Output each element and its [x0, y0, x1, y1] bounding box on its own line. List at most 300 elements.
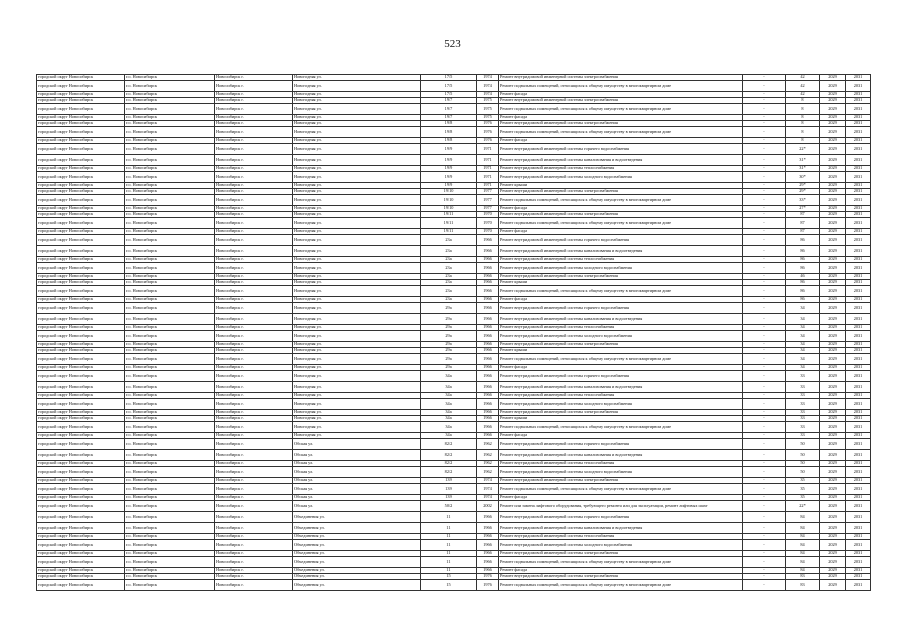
work-type-cell: Ремонт фасада: [499, 495, 743, 501]
cost-cell: -: [743, 212, 786, 218]
area-cell: 8: [786, 121, 820, 127]
area-cell: 34: [786, 365, 820, 371]
street-cell: Новогодняя ул.: [293, 297, 421, 303]
year-cell: 1966: [477, 257, 499, 263]
start-year-cell: 2029: [820, 189, 846, 195]
district-cell: г.о. Новосибирск: [125, 371, 215, 382]
start-year-cell: 2029: [820, 450, 846, 461]
table-row: [37, 155, 871, 166]
city-cell: Новосибирск г.: [215, 371, 293, 382]
cost-cell: -: [743, 331, 786, 342]
district-cell: г.о. Новосибирск: [125, 104, 215, 115]
work-type-cell: Ремонт внутридомовой инженерной системы электроснабжения: [499, 98, 743, 104]
cost-cell: -: [743, 410, 786, 416]
end-year-cell: 2031: [846, 166, 871, 172]
work-type-cell: Ремонт внутридомовой инженерной системы теплоснабжения: [499, 325, 743, 331]
cost-cell: -: [743, 365, 786, 371]
house-cell: 19/7: [421, 98, 477, 104]
cost-cell: -: [743, 393, 786, 399]
work-type-cell: Ремонт внутридомовой инженерной системы теплоснабжения: [499, 257, 743, 263]
house-cell: 34а: [421, 399, 477, 410]
area-cell: 33: [786, 410, 820, 416]
municipality-cell: городской округ Новосибирск: [37, 189, 125, 195]
district-cell: г.о. Новосибирск: [125, 342, 215, 348]
cost-cell: -: [743, 450, 786, 461]
city-cell: Новосибирск г.: [215, 422, 293, 433]
end-year-cell: 2031: [846, 314, 871, 325]
table-body: [37, 75, 871, 591]
year-cell: 1971: [477, 183, 499, 189]
year-cell: 1974: [477, 495, 499, 501]
work-type-cell: Ремонт внутридомовой инженерной системы электроснабжения: [499, 121, 743, 127]
table-row: [37, 235, 871, 246]
area-cell: 35: [786, 495, 820, 501]
area-cell: 86: [786, 280, 820, 286]
year-cell: 1976: [477, 127, 499, 138]
street-cell: Новогодняя ул.: [293, 246, 421, 257]
table-row: [37, 382, 871, 393]
city-cell: Новосибирск г.: [215, 280, 293, 286]
table-row: [37, 484, 871, 495]
end-year-cell: 2031: [846, 274, 871, 280]
area-cell: 8: [786, 127, 820, 138]
cost-cell: -: [743, 523, 786, 534]
year-cell: 1974: [477, 81, 499, 92]
street-cell: Объединения ул.: [293, 523, 421, 534]
cost-cell: -: [743, 303, 786, 314]
street-cell: Новогодняя ул.: [293, 138, 421, 144]
district-cell: г.о. Новосибирск: [125, 433, 215, 439]
city-cell: Новосибирск г.: [215, 568, 293, 574]
municipality-cell: городской округ Новосибирск: [37, 422, 125, 433]
year-cell: 1962: [477, 467, 499, 478]
district-cell: г.о. Новосибирск: [125, 439, 215, 450]
district-cell: г.о. Новосибирск: [125, 422, 215, 433]
year-cell: 1966: [477, 382, 499, 393]
district-cell: г.о. Новосибирск: [125, 557, 215, 568]
work-type-cell: Ремонт внутридомовой инженерной системы канализования и водоотведения: [499, 382, 743, 393]
district-cell: г.о. Новосибирск: [125, 551, 215, 557]
end-year-cell: 2031: [846, 218, 871, 229]
year-cell: 1966: [477, 246, 499, 257]
district-cell: г.о. Новосибирск: [125, 81, 215, 92]
street-cell: Новогодняя ул.: [293, 348, 421, 354]
work-type-cell: Ремонт внутридомовой инженерной системы электроснабжения: [499, 410, 743, 416]
street-cell: Новогодняя ул.: [293, 98, 421, 104]
cost-cell: -: [743, 439, 786, 450]
cost-cell: -: [743, 166, 786, 172]
area-cell: 31*: [786, 155, 820, 166]
municipality-cell: городской округ Новосибирск: [37, 235, 125, 246]
end-year-cell: 2031: [846, 280, 871, 286]
street-cell: Новогодняя ул.: [293, 92, 421, 98]
district-cell: г.о. Новосибирск: [125, 121, 215, 127]
house-cell: 19/10: [421, 195, 477, 206]
house-cell: 139: [421, 484, 477, 495]
district-cell: г.о. Новосибирск: [125, 568, 215, 574]
start-year-cell: 2029: [820, 382, 846, 393]
start-year-cell: 2029: [820, 484, 846, 495]
street-cell: Новогодняя ул.: [293, 166, 421, 172]
end-year-cell: 2031: [846, 551, 871, 557]
house-cell: 19/9: [421, 144, 477, 155]
year-cell: 1966: [477, 297, 499, 303]
municipality-cell: городской округ Новосибирск: [37, 314, 125, 325]
start-year-cell: 2029: [820, 92, 846, 98]
start-year-cell: 2029: [820, 461, 846, 467]
end-year-cell: 2031: [846, 484, 871, 495]
municipality-cell: городской округ Новосибирск: [37, 501, 125, 512]
end-year-cell: 2031: [846, 393, 871, 399]
street-cell: Объединения ул.: [293, 568, 421, 574]
year-cell: 1966: [477, 523, 499, 534]
city-cell: Новосибирск г.: [215, 342, 293, 348]
end-year-cell: 2031: [846, 399, 871, 410]
municipality-cell: городской округ Новосибирск: [37, 512, 125, 523]
municipality-cell: городской округ Новосибирск: [37, 263, 125, 274]
house-cell: 50/2: [421, 501, 477, 512]
cost-cell: -: [743, 280, 786, 286]
work-type-cell: Ремонт подвальных помещений, относящихся к общему имуществу в многоквартирном доме: [499, 104, 743, 115]
work-type-cell: Ремонт подвальных помещений, относящихся к общему имуществу в многоквартирном доме: [499, 484, 743, 495]
municipality-cell: городской округ Новосибирск: [37, 342, 125, 348]
start-year-cell: 2029: [820, 501, 846, 512]
district-cell: г.о. Новосибирск: [125, 257, 215, 263]
work-type-cell: Ремонт крыши: [499, 183, 743, 189]
start-year-cell: 2029: [820, 280, 846, 286]
district-cell: г.о. Новосибирск: [125, 467, 215, 478]
street-cell: Новогодняя ул.: [293, 104, 421, 115]
work-type-cell: Ремонт фасада: [499, 568, 743, 574]
street-cell: Новогодняя ул.: [293, 172, 421, 183]
start-year-cell: 2029: [820, 410, 846, 416]
start-year-cell: 2029: [820, 127, 846, 138]
year-cell: 1974: [477, 75, 499, 81]
municipality-cell: городской округ Новосибирск: [37, 461, 125, 467]
cost-cell: -: [743, 354, 786, 365]
cost-cell: -: [743, 104, 786, 115]
municipality-cell: городской округ Новосибирск: [37, 484, 125, 495]
city-cell: Новосибирск г.: [215, 144, 293, 155]
cost-cell: -: [743, 257, 786, 263]
start-year-cell: 2029: [820, 580, 846, 591]
district-cell: г.о. Новосибирск: [125, 218, 215, 229]
city-cell: Новосибирск г.: [215, 551, 293, 557]
cost-cell: -: [743, 127, 786, 138]
city-cell: Новосибирск г.: [215, 365, 293, 371]
start-year-cell: 2029: [820, 235, 846, 246]
street-cell: Новогодняя ул.: [293, 121, 421, 127]
table-row: [37, 422, 871, 433]
street-cell: Новогодняя ул.: [293, 189, 421, 195]
district-cell: г.о. Новосибирск: [125, 348, 215, 354]
work-type-cell: Ремонт фасада: [499, 138, 743, 144]
district-cell: г.о. Новосибирск: [125, 212, 215, 218]
work-type-cell: Ремонт внутридомовой инженерной системы холодного водоснабжения: [499, 263, 743, 274]
work-type-cell: Ремонт внутридомовой инженерной системы электроснабжения: [499, 212, 743, 218]
area-cell: 50: [786, 461, 820, 467]
year-cell: 1975: [477, 98, 499, 104]
municipality-cell: городской округ Новосибирск: [37, 580, 125, 591]
city-cell: Новосибирск г.: [215, 439, 293, 450]
street-cell: Обская ул.: [293, 478, 421, 484]
district-cell: г.о. Новосибирск: [125, 280, 215, 286]
district-cell: г.о. Новосибирск: [125, 144, 215, 155]
end-year-cell: 2031: [846, 246, 871, 257]
municipality-cell: городской округ Новосибирск: [37, 246, 125, 257]
municipality-cell: городской округ Новосибирск: [37, 218, 125, 229]
year-cell: 1970: [477, 218, 499, 229]
district-cell: г.о. Новосибирск: [125, 314, 215, 325]
city-cell: Новосибирск г.: [215, 450, 293, 461]
work-type-cell: Ремонт фасада: [499, 433, 743, 439]
area-cell: 46: [786, 274, 820, 280]
end-year-cell: 2031: [846, 75, 871, 81]
house-cell: 23а: [421, 246, 477, 257]
start-year-cell: 2029: [820, 297, 846, 303]
area-cell: 27*: [786, 206, 820, 212]
end-year-cell: 2031: [846, 371, 871, 382]
cost-cell: -: [743, 263, 786, 274]
work-type-cell: Ремонт внутридомовой инженерной системы электроснабжения: [499, 478, 743, 484]
work-type-cell: Ремонт подвальных помещений, относящихся к общему имуществу в многоквартирном доме: [499, 422, 743, 433]
municipality-cell: городской округ Новосибирск: [37, 540, 125, 551]
municipality-cell: городской округ Новосибирск: [37, 416, 125, 422]
city-cell: Новосибирск г.: [215, 501, 293, 512]
end-year-cell: 2031: [846, 303, 871, 314]
house-cell: 19/8: [421, 127, 477, 138]
year-cell: 1974: [477, 484, 499, 495]
area-cell: 22*: [786, 144, 820, 155]
cost-cell: -: [743, 246, 786, 257]
city-cell: Новосибирск г.: [215, 155, 293, 166]
cost-cell: -: [743, 416, 786, 422]
district-cell: г.о. Новосибирск: [125, 98, 215, 104]
start-year-cell: 2029: [820, 433, 846, 439]
house-cell: 82/2: [421, 450, 477, 461]
start-year-cell: 2029: [820, 166, 846, 172]
year-cell: 1966: [477, 540, 499, 551]
year-cell: 1966: [477, 365, 499, 371]
street-cell: Обская ул.: [293, 495, 421, 501]
start-year-cell: 2029: [820, 212, 846, 218]
street-cell: Объединения ул.: [293, 574, 421, 580]
start-year-cell: 2029: [820, 399, 846, 410]
city-cell: Новосибирск г.: [215, 206, 293, 212]
cost-cell: -: [743, 138, 786, 144]
area-cell: 34: [786, 342, 820, 348]
cost-cell: -: [743, 399, 786, 410]
house-cell: 11: [421, 534, 477, 540]
cost-cell: -: [743, 461, 786, 467]
end-year-cell: 2031: [846, 342, 871, 348]
city-cell: Новосибирск г.: [215, 172, 293, 183]
street-cell: Новогодняя ул.: [293, 229, 421, 235]
city-cell: Новосибирск г.: [215, 512, 293, 523]
cost-cell: -: [743, 580, 786, 591]
city-cell: Новосибирск г.: [215, 348, 293, 354]
work-type-cell: Ремонт внутридомовой инженерной системы электроснабжения: [499, 342, 743, 348]
municipality-cell: городской округ Новосибирск: [37, 410, 125, 416]
street-cell: Новогодняя ул.: [293, 433, 421, 439]
work-type-cell: Ремонт подвальных помещений, относящихся к общему имуществу в многоквартирном доме: [499, 127, 743, 138]
area-cell: 50: [786, 467, 820, 478]
city-cell: Новосибирск г.: [215, 484, 293, 495]
street-cell: Объединения ул.: [293, 534, 421, 540]
cost-cell: -: [743, 183, 786, 189]
street-cell: Новогодняя ул.: [293, 195, 421, 206]
table-row: [37, 263, 871, 274]
cost-cell: -: [743, 574, 786, 580]
year-cell: 1966: [477, 235, 499, 246]
city-cell: Новосибирск г.: [215, 331, 293, 342]
start-year-cell: 2029: [820, 183, 846, 189]
municipality-cell: городской округ Новосибирск: [37, 104, 125, 115]
start-year-cell: 2029: [820, 331, 846, 342]
cost-cell: -: [743, 98, 786, 104]
municipality-cell: городской округ Новосибирск: [37, 478, 125, 484]
table-row: [37, 246, 871, 257]
house-cell: 34а: [421, 433, 477, 439]
district-cell: г.о. Новосибирск: [125, 416, 215, 422]
table-row: [37, 439, 871, 450]
municipality-cell: городской округ Новосибирск: [37, 450, 125, 461]
area-cell: 84: [786, 551, 820, 557]
district-cell: г.о. Новосибирск: [125, 166, 215, 172]
end-year-cell: 2031: [846, 81, 871, 92]
house-cell: 23а: [421, 235, 477, 246]
year-cell: 1976: [477, 138, 499, 144]
area-cell: 50: [786, 450, 820, 461]
district-cell: г.о. Новосибирск: [125, 92, 215, 98]
house-cell: 11: [421, 540, 477, 551]
street-cell: Новогодняя ул.: [293, 354, 421, 365]
work-type-cell: Ремонт фасада: [499, 297, 743, 303]
municipality-cell: городской округ Новосибирск: [37, 551, 125, 557]
end-year-cell: 2031: [846, 229, 871, 235]
cost-cell: -: [743, 534, 786, 540]
city-cell: Новосибирск г.: [215, 393, 293, 399]
house-cell: 17/5: [421, 81, 477, 92]
year-cell: 1966: [477, 422, 499, 433]
work-type-cell: Ремонт внутридомовой инженерной системы холодного водоснабжения: [499, 399, 743, 410]
area-cell: 8: [786, 138, 820, 144]
start-year-cell: 2029: [820, 75, 846, 81]
house-cell: 19/11: [421, 229, 477, 235]
municipality-cell: городской округ Новосибирск: [37, 568, 125, 574]
table-row: [37, 371, 871, 382]
start-year-cell: 2029: [820, 534, 846, 540]
area-cell: 84: [786, 540, 820, 551]
municipality-cell: городской округ Новосибирск: [37, 467, 125, 478]
end-year-cell: 2031: [846, 534, 871, 540]
area-cell: 87: [786, 212, 820, 218]
area-cell: 34: [786, 314, 820, 325]
year-cell: 1966: [477, 393, 499, 399]
end-year-cell: 2031: [846, 235, 871, 246]
city-cell: Новосибирск г.: [215, 410, 293, 416]
cost-cell: -: [743, 512, 786, 523]
start-year-cell: 2029: [820, 574, 846, 580]
house-cell: 23а: [421, 297, 477, 303]
area-cell: 86: [786, 297, 820, 303]
street-cell: Новогодняя ул.: [293, 410, 421, 416]
area-cell: 33: [786, 399, 820, 410]
start-year-cell: 2029: [820, 314, 846, 325]
area-cell: 84: [786, 557, 820, 568]
city-cell: Новосибирск г.: [215, 478, 293, 484]
end-year-cell: 2031: [846, 540, 871, 551]
area-cell: 34: [786, 325, 820, 331]
area-cell: 83: [786, 574, 820, 580]
area-cell: 35: [786, 484, 820, 495]
house-cell: 19/10: [421, 206, 477, 212]
house-cell: 11: [421, 523, 477, 534]
year-cell: 1966: [477, 551, 499, 557]
table-row: [37, 127, 871, 138]
cost-cell: -: [743, 467, 786, 478]
year-cell: 1962: [477, 439, 499, 450]
house-cell: 139: [421, 478, 477, 484]
house-cell: 82/2: [421, 439, 477, 450]
cost-cell: -: [743, 557, 786, 568]
city-cell: Новосибирск г.: [215, 467, 293, 478]
house-cell: 23а: [421, 257, 477, 263]
table-row: [37, 81, 871, 92]
year-cell: 1966: [477, 568, 499, 574]
district-cell: г.о. Новосибирск: [125, 138, 215, 144]
end-year-cell: 2031: [846, 263, 871, 274]
district-cell: г.о. Новосибирск: [125, 127, 215, 138]
table-row: [37, 450, 871, 461]
city-cell: Новосибирск г.: [215, 138, 293, 144]
street-cell: Новогодняя ул.: [293, 212, 421, 218]
street-cell: Объединения ул.: [293, 557, 421, 568]
start-year-cell: 2029: [820, 348, 846, 354]
municipality-cell: городской округ Новосибирск: [37, 121, 125, 127]
year-cell: 1966: [477, 399, 499, 410]
street-cell: Объединения ул.: [293, 540, 421, 551]
district-cell: г.о. Новосибирск: [125, 246, 215, 257]
district-cell: г.о. Новосибирск: [125, 410, 215, 416]
house-cell: 34а: [421, 382, 477, 393]
city-cell: Новосибирск г.: [215, 257, 293, 263]
city-cell: Новосибирск г.: [215, 127, 293, 138]
house-cell: 29а: [421, 342, 477, 348]
house-cell: 29а: [421, 303, 477, 314]
house-cell: 34а: [421, 422, 477, 433]
year-cell: 1966: [477, 303, 499, 314]
house-cell: 34а: [421, 410, 477, 416]
year-cell: 1977: [477, 195, 499, 206]
street-cell: Новогодняя ул.: [293, 331, 421, 342]
municipality-cell: городской округ Новосибирск: [37, 92, 125, 98]
city-cell: Новосибирск г.: [215, 189, 293, 195]
work-type-cell: Ремонт фасада: [499, 92, 743, 98]
work-type-cell: Ремонт внутридомовой инженерной системы электроснабжения: [499, 551, 743, 557]
work-type-cell: Ремонт внутридомовой инженерной системы электроснабжения: [499, 274, 743, 280]
work-type-cell: Ремонт внутридомовой инженерной системы электроснабжения: [499, 574, 743, 580]
municipality-cell: городской округ Новосибирск: [37, 212, 125, 218]
work-type-cell: Ремонт внутридомовой инженерной системы холодного водоснабжения: [499, 172, 743, 183]
end-year-cell: 2031: [846, 354, 871, 365]
work-type-cell: Ремонт подвальных помещений, относящихся к общему имуществу в многоквартирном доме: [499, 557, 743, 568]
year-cell: 1966: [477, 342, 499, 348]
cost-cell: -: [743, 172, 786, 183]
cost-cell: -: [743, 121, 786, 127]
street-cell: Новогодняя ул.: [293, 399, 421, 410]
end-year-cell: 2031: [846, 478, 871, 484]
